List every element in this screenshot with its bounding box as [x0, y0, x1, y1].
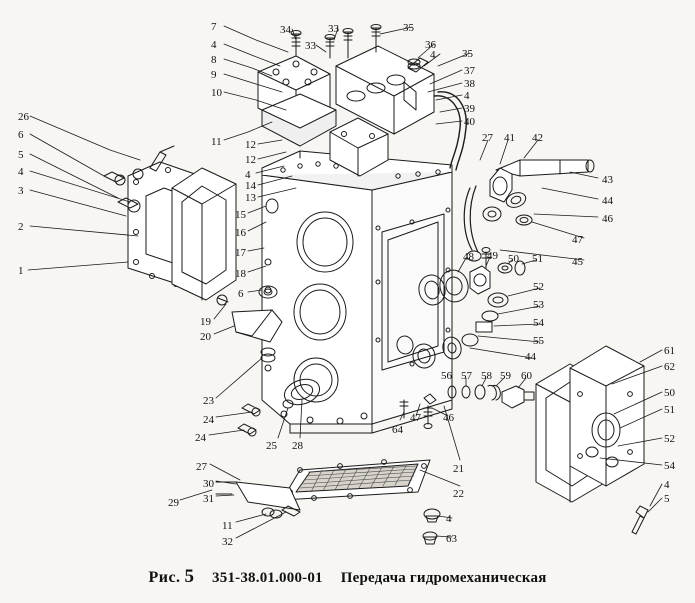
callout-number: 4: [464, 90, 470, 102]
callout-number: 13: [245, 192, 256, 204]
callout-number: 46: [602, 213, 613, 225]
callout-number: 30: [203, 478, 214, 490]
callout-number: 24: [203, 414, 214, 426]
callout-number: 7: [211, 21, 217, 33]
callout-number: 48: [463, 251, 474, 263]
callout-number: 4: [430, 49, 436, 61]
callout-number: 35: [462, 48, 473, 60]
figure-title: Передача гидромеханическая: [340, 570, 547, 586]
callout-number: 6: [238, 288, 244, 300]
callout-number: 40: [464, 116, 475, 128]
callout-number: 50: [508, 253, 519, 265]
callout-number: 20: [200, 331, 211, 343]
callout-number: 39: [464, 103, 475, 115]
callout-number: 29: [168, 497, 179, 509]
callout-number: 45: [572, 256, 583, 268]
callout-number: 51: [532, 253, 543, 265]
callout-number: 8: [211, 54, 217, 66]
callout-number: 53: [533, 299, 544, 311]
callout-number: 27: [196, 461, 207, 473]
callout-number: 47: [572, 234, 583, 246]
callout-number: 3: [18, 185, 24, 197]
callout-number: 19: [200, 316, 211, 328]
callout-number: 55: [533, 335, 544, 347]
callout-number: 24: [195, 432, 206, 444]
callout-number: 4: [211, 39, 217, 51]
callout-number: 54: [533, 317, 544, 329]
callout-number: 27: [482, 132, 493, 144]
callout-number: 2: [18, 221, 24, 233]
callout-number: 60: [521, 370, 532, 382]
callout-number: 4: [245, 169, 251, 181]
callout-number: 6: [18, 129, 24, 141]
callout-number: 49: [487, 250, 498, 262]
callout-number: 44: [602, 195, 613, 207]
callout-number: 32: [222, 536, 233, 548]
callout-number: 36: [425, 39, 436, 51]
callout-number: 10: [211, 87, 222, 99]
callout-number: 4: [664, 479, 670, 491]
callout-number: 61: [664, 345, 675, 357]
figure-number: 5: [184, 566, 195, 587]
callout-number: 52: [664, 433, 675, 445]
callout-number: 9: [211, 69, 217, 81]
callout-number: 31: [203, 493, 214, 505]
figure-caption: [0, 566, 695, 588]
callout-number: 58: [481, 370, 492, 382]
callout-number: 33: [305, 40, 316, 52]
callout-number: 51: [664, 404, 675, 416]
callout-number: 56: [441, 370, 452, 382]
callout-number: 16: [235, 227, 246, 239]
callout-number: 59: [500, 370, 511, 382]
callout-number: 12: [245, 154, 256, 166]
callout-number: 42: [532, 132, 543, 144]
callout-number: 22: [453, 488, 464, 500]
figure-drawing-number: 351-38.01.000-01: [212, 570, 323, 586]
callout-number: 52: [533, 281, 544, 293]
callout-number: 21: [453, 463, 464, 475]
callout-number: 33: [328, 23, 339, 35]
callout-number: 1: [18, 265, 24, 277]
callout-number: 11: [211, 136, 222, 148]
callout-number: 54: [664, 460, 675, 472]
callout-number: 25: [266, 440, 277, 452]
callout-number: 5: [664, 493, 670, 505]
callout-number: 23: [203, 395, 214, 407]
callout-number: 34: [280, 24, 291, 36]
callout-number: 12: [245, 139, 256, 151]
callout-number: 50: [664, 387, 675, 399]
callout-number: 41: [504, 132, 515, 144]
callout-number: 28: [292, 440, 303, 452]
callout-number: 46: [443, 412, 454, 424]
callout-number: 5: [18, 149, 24, 161]
callout-number: 43: [602, 174, 613, 186]
callout-number: 17: [235, 247, 246, 259]
callout-number: 64: [392, 424, 403, 436]
callout-number: 35: [403, 22, 414, 34]
callout-number: 63: [446, 533, 457, 545]
callout-number: 38: [464, 78, 475, 90]
callout-number: 62: [664, 361, 675, 373]
callout-number: 47: [410, 412, 421, 424]
callout-number: 18: [235, 268, 246, 280]
figure-label: Рис.: [148, 569, 181, 586]
callout-number: 26: [18, 111, 29, 123]
callout-number: 57: [461, 370, 472, 382]
callout-number: 15: [235, 209, 246, 221]
callout-number: 11: [222, 520, 233, 532]
callout-number: 37: [464, 65, 475, 77]
callout-number: 44: [525, 351, 536, 363]
callout-number: 4: [446, 513, 452, 525]
callout-number: 14: [245, 180, 256, 192]
callout-number: 4: [18, 166, 24, 178]
